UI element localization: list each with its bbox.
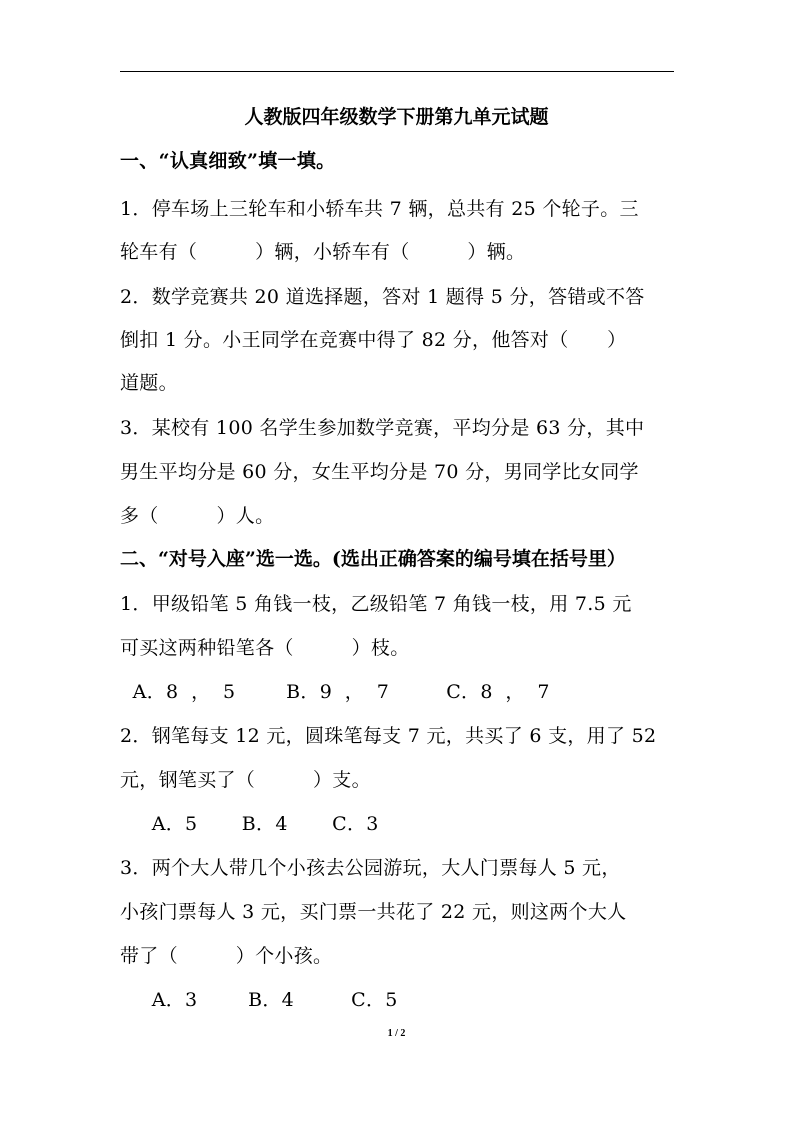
s2-q1-line-2: 可买这两种铅笔各（ ）枝。	[120, 637, 410, 659]
s1-q2-line-1: 2．数学竞赛共 20 道选择题，答对 1 题得 5 分，答错或不答	[120, 286, 645, 308]
s1-q3-line-2: 男生平均分是 60 分，女生平均分是 70 分，男同学比女同学	[120, 461, 639, 483]
s2-q1-options: A．8 ， 5 B．9 ， 7 C．8 ， 7	[120, 681, 550, 703]
document-title: 人教版四年级数学下册第九单元试题	[244, 106, 549, 128]
page-number: 1 / 2	[387, 1028, 406, 1039]
section-2-heading: 二、“对号入座”选一选。(选出正确答案的编号填在括号里）	[120, 548, 626, 570]
s2-q3-line-2: 小孩门票每人 3 元，买门票一共花了 22 元，则这两个大人	[120, 901, 627, 923]
s2-q3-line-3: 带了（ ）个小孩。	[120, 945, 333, 967]
section-1-heading: 一、“认真细致”填一填。	[120, 150, 336, 172]
s1-q2-line-2: 倒扣 1 分。小王同学在竞赛中得了 82 分，他答对（ ）	[120, 329, 627, 351]
s1-q1-line-1: 1．停车场上三轮车和小轿车共 7 辆，总共有 25 个轮子。三	[120, 198, 639, 220]
header-rule	[120, 71, 674, 72]
s1-q3-line-3: 多（ ）人。	[120, 505, 275, 527]
s2-q2-line-2: 元，钢笔买了（ ）支。	[120, 769, 371, 791]
s2-q2-line-1: 2．钢笔每支 12 元，圆珠笔每支 7 元，共买了 6 支，用了 52	[120, 725, 657, 747]
s1-q2-line-3: 道题。	[120, 372, 178, 394]
s1-q1-line-2: 轮车有（ ）辆，小轿车有（ ）辆。	[120, 241, 526, 263]
s1-q3-line-1: 3．某校有 100 名学生参加数学竞赛，平均分是 63 分，其中	[120, 417, 645, 439]
s2-q1-line-1: 1．甲级铅笔 5 角钱一枝，乙级铅笔 7 角钱一枝，用 7.5 元	[120, 593, 632, 615]
s2-q3-options: A．3 B．4 C．5	[120, 989, 398, 1011]
s2-q3-line-1: 3．两个大人带几个小孩去公园游玩，大人门票每人 5 元，	[120, 857, 621, 879]
s2-q2-options: A．5 B．4 C．3	[120, 813, 379, 835]
